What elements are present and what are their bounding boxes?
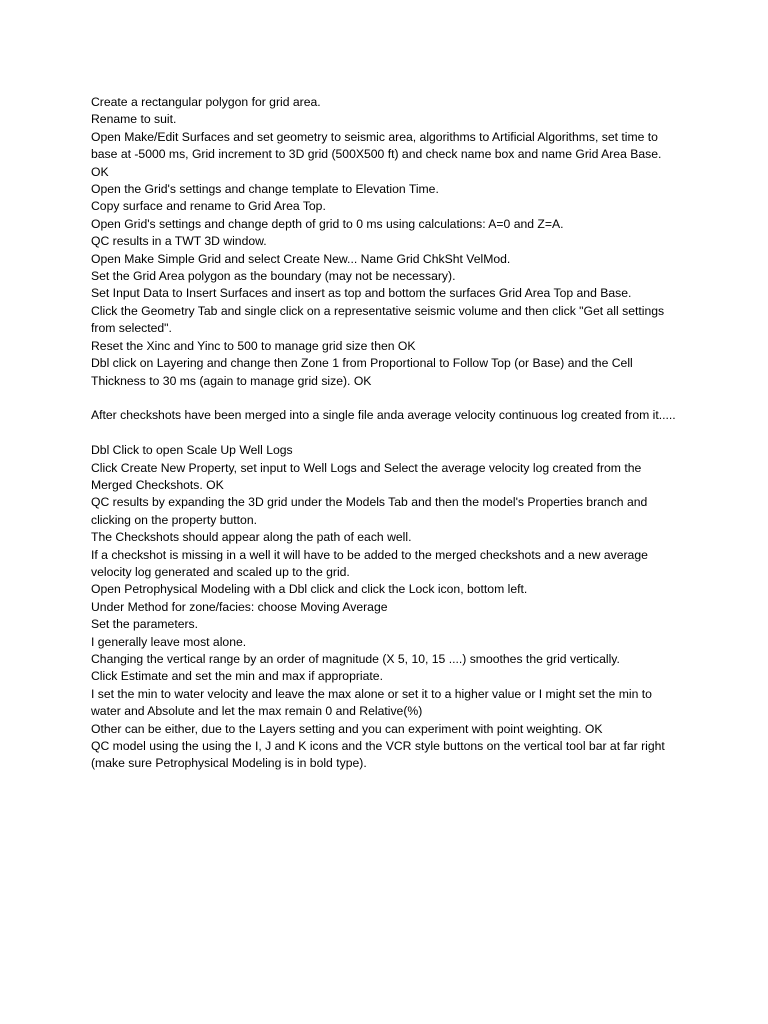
- text-line: Open Grid's settings and change depth of grid to 0 ms using calculations: A=0 and Z=A.: [91, 216, 564, 231]
- text-line: Click Estimate and set the min and max if appropriate.: [91, 669, 383, 684]
- text-line: Set the Grid Area polygon as the boundary (may not be necessary).: [91, 269, 456, 284]
- text-line: Create a rectangular polygon for grid area.: [91, 95, 321, 109]
- text-line: Changing the vertical range by an order of magnitude (X 5, 10, 15 ....) smoothes the grid vertically.: [91, 651, 620, 666]
- document-body: [91, 94, 681, 773]
- text-line: Open Petrophysical Modeling with a Dbl click and click the Lock icon, bottom left.: [91, 582, 528, 597]
- text-line: Set the parameters.: [91, 617, 199, 632]
- text-line: Reset the Xinc and Yinc to 500 to manage grid size then OK: [91, 338, 416, 353]
- text-line: Click the Geometry Tab and single click on a representative seismic volume and then click "Get all settings from selected".: [91, 303, 665, 336]
- text-line: I set the min to water velocity and leave the max alone or set it to a higher value or I might set the min to water and Absolute and let the max remain 0 and Relative(%): [91, 686, 652, 719]
- text-line: QC results in a TWT 3D window.: [91, 234, 267, 249]
- text-line: Set Input Data to Insert Surfaces and insert as top and bottom the surfaces Grid Area Top and Base.: [91, 286, 632, 301]
- text-line: QC model using the using the I, J and K icons and the VCR style buttons on the vertical tool bar at far right (make sure Petrophysical Modeling is in bold type).: [91, 739, 665, 771]
- text-line: Copy surface and rename to Grid Area Top.: [91, 199, 326, 214]
- text-line: If a checkshot is missing in a well it will have to be added to the merged checkshots and a new average velocity log generated and scaled up to the grid.: [91, 547, 648, 579]
- text-line: Dbl Click to open Scale Up Well Logs: [91, 443, 293, 458]
- text-line: Under Method for zone/facies: choose Moving Average: [91, 599, 388, 614]
- text-line: Rename to suit.: [91, 112, 177, 127]
- text-line: Open Make/Edit Surfaces and set geometry to seismic area, algorithms to Artificial Algorithms, set time to base at -5000 ms, Grid increment to 3D grid (500X500 ft) and check name box and name Grid Area Base. OK: [91, 129, 662, 179]
- text-line: I generally leave most alone.: [91, 634, 247, 649]
- text-line: Click Create New Property, set input to Well Logs and Select the average velocity log created from the Merged Checkshots. OK: [91, 460, 642, 492]
- text-line: Dbl click on Layering and change then Zone 1 from Proportional to Follow Top (or Base) and the Cell Thickness to 30 ms (again to manage grid size). OK: [91, 356, 633, 388]
- text-line: The Checkshots should appear along the path of each well.: [91, 530, 412, 545]
- text-line: Open Make Simple Grid and select Create New... Name Grid ChkSht VelMod.: [91, 251, 511, 266]
- text-line: QC results by expanding the 3D grid under the Models Tab and then the model's Properties branch and clicking on the property button.: [91, 495, 648, 527]
- text-line: Other can be either, due to the Layers setting and you can experiment with point weighting. OK: [91, 721, 603, 736]
- text-line: Open the Grid's settings and change template to Elevation Time.: [91, 182, 439, 197]
- text-line: After checkshots have been merged into a single file anda average velocity continuous log created from it.....: [91, 408, 676, 423]
